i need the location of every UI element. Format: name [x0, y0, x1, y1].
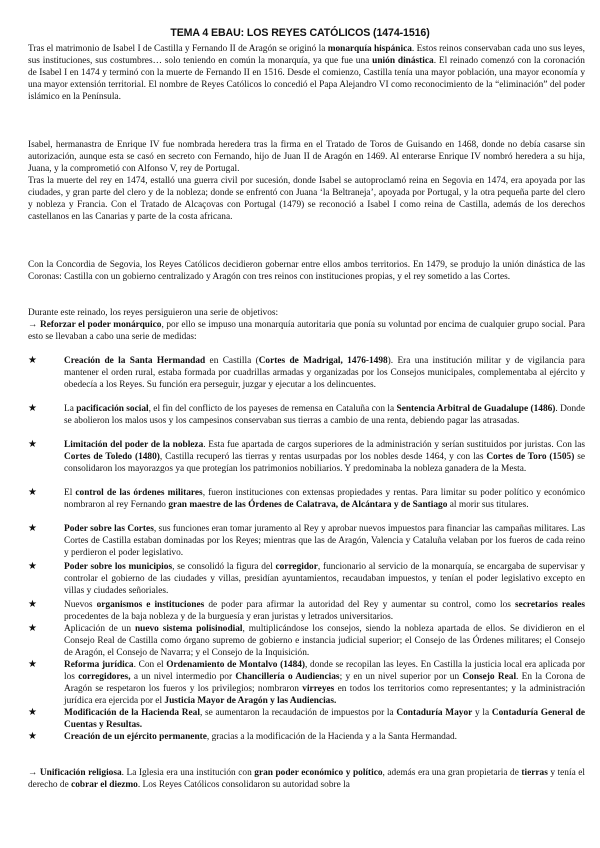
star-icon: ★ — [28, 731, 37, 742]
star-icon: ★ — [28, 623, 37, 634]
list-item: Aplicación de un nuevo sistema polisinodial, multiplicándose los consejos, siendo la nobleza apartada de ellos. Se dividieron en el Consejo Real de Castilla como órgano supremo de gobierno e instancia judicial superior; el Consejo de las Órdenes militares; el Consejo de Aragón, el Consejo de Navarra; y el Consejo de la Inquisición. — [64, 624, 585, 658]
list-item: Modificación de la Hacienda Real, se aumentaron la recaudación de impuestos por la Contaduría Mayor y la Contaduría General de Cuentas y Resultas. — [64, 708, 585, 730]
star-icon: ★ — [28, 561, 37, 572]
star-icon: ★ — [28, 707, 37, 718]
list-item: Reforma jurídica. Con el Ordenamiento de Montalvo (1484), donde se recopilan las leyes. En Castilla la justicia local era aplicada por los corregidores, a un nivel intermedio por Chancillería o Audiencias; y en un nivel superior por un Consejo Real. En la Corona de Aragón se respetaron los fueros y los privilegios; nombraron virreyes en todos los territorios como representantes; y la administración jurídica era ejercida por el Justicia Mayor de Aragón y las Audiencias. — [64, 660, 586, 706]
star-icon: ★ — [28, 403, 37, 414]
intro-paragraph: Tras el matrimonio de Isabel I de Castilla y Fernando II de Aragón se originó la monarquía hispánica. Estos reinos conservaban cada uno sus leyes, sus instituciones, sus costumbres… solo teniendo en común la monarquía, ya que fue una unión dinástica. El reinado comenzó con la coronación de Isabel I en 1474 y terminó con la muerte de Fernando II en 1516. Desde el comienzo, Castilla tenía una mayor población, una mayor economía y una mayor extensión territorial. El nombre de Reyes Católicos lo concedió el Papa Alejandro VI como reconocimiento de la “eliminación” del poder islámico en la Península. — [28, 44, 586, 102]
star-icon: ★ — [28, 599, 37, 610]
star-icon: ★ — [28, 439, 37, 450]
list-item: Limitación del poder de la nobleza. Esta fue apartada de cargos superiores de la administración y serían sustituidos por juristas. Con las Cortes de Toledo (1480), Castilla recuperó las tierras y rentas usurpadas por los nobles desde 1464, y con las Cortes de Toro (1505) se consolidaron los mayorazgos ya que protegían los patrimonios nobiliarios. Y predominaba la nobleza ganadera de la Mesta. — [64, 440, 585, 474]
religion-paragraph: → Unificación religiosa. La Iglesia era una institución con gran poder económico y político, además era una gran propietaria de tierras y tenía el derecho de cobrar el diezmo. Los Reyes Católicos consolidaron su autoridad sobre la — [28, 768, 585, 790]
list-item: Poder sobre los municipios, se consolidó la figura del corregidor, funcionario al servicio de la monarquía, se encargaba de supervisar y controlar el gobierno de las ciudades y villas, presidían ayuntamientos, recaudaban impuestos, y tenían el poder legislativo excepto en villas y ciudades señoriales. — [64, 562, 585, 596]
star-icon: ★ — [28, 659, 37, 670]
list-item: Creación de la Santa Hermandad en Castilla (Cortes de Madrigal, 1476-1498). Era una institución militar y de vigilancia para mantener el orden rural, estaba formada por cuadrillas armadas y organizadas por los Consejos municipales, complementaba al ejército y obedecía a los Reyes. Su función era perseguir, juzgar y ejecutar a los delincuentes. — [64, 356, 585, 390]
list-item: Creación de un ejército permanente, gracias a la modificación de la Hacienda y a la Santa Hermandad. — [64, 732, 457, 742]
list-item: Poder sobre las Cortes, sus funciones eran tomar juramento al Rey y aprobar nuevos impuestos para financiar las campañas militares. Las Cortes de Castilla estaban dominadas por los Reyes; mientras que las de Aragón, Valencia y Cataluña velaban por los fueros de cada reino y perdieron el poder legislativo. — [64, 524, 585, 558]
list-item: La pacificación social, el fin del conflicto de los payeses de remensa en Cataluña con la Sentencia Arbitral de Guadalupe (1486). Donde se abolieron los malos usos y los campesinos conservaban sus tierras a cambio de una renta, debiendo pagar las atrasadas. — [64, 404, 585, 426]
list-item: El control de las órdenes militares, fueron instituciones con extensas propiedades y rentas. Para limitar su poder político y económico nombraron al rey Fernando gran maestre de las Órdenes de Calatrava, de Alcántara y de Santiago al morir sus titulares. — [64, 488, 585, 510]
arrow-icon: → — [28, 768, 38, 778]
arrow-icon: → — [28, 320, 38, 330]
page-title: TEMA 4 EBAU: LOS REYES CATÓLICOS (1474-1516) — [170, 27, 430, 39]
objectives-paragraph: Durante este reinado, los reyes persiguieron una serie de objetivos: → Reforzar el poder monárquico, por ello se impuso una monarquía autoritaria que ponía su voluntad por encima de cualquier grupo social. Para esto se llevaban a cabo una serie de medidas: — [28, 308, 585, 342]
star-icon: ★ — [28, 355, 37, 366]
star-icon: ★ — [28, 487, 37, 498]
isabel-paragraph: Isabel, hermanastra de Enrique IV fue nombrada heredera tras la firma en el Tratado de Toros de Guisando en 1468, donde no debía casarse sin autorización, aunque esta se casó en secreto con Fernando, hijo de Juan II de Aragón en 1469. Al enterarse Enrique IV nombró heredera a su hija, Juana, y la comprometió con Alfonso V, rey de Portugal. Tras la muerte del rey en 1474, estalló una guerra civil por sucesión, donde Isabel se autoproclamó reina en Segovia en 1474, era apoyada por las ciudades, y gran parte del clero y de la nobleza; donde se enfrentó con Juana ‘la Beltraneja’, apoyada por Portugal, y la otra pequeña parte del clero y nobleza y Francia. Con el Tratado de Alcaçovas con Portugal (1479) se reconoció a Isabel I como reina de Castilla, además de los derechos castellanos en las Canarias y parte de la costa africana. — [28, 140, 585, 222]
star-icon: ★ — [28, 523, 37, 534]
segovia-paragraph: Con la Concordia de Segovia, los Reyes Católicos decidieron gobernar entre ellos ambos territorios. En 1479, se produjo la unión dinástica de las Coronas: Castilla con un gobierno centralizado y Aragón con tres reinos con instituciones propias, y el rey sometido a las Cortes. — [28, 260, 585, 282]
list-item: Nuevos organismos e instituciones de poder para afirmar la autoridad del Rey y aumentar su control, como los secretarios reales procedentes de la baja nobleza y de la burguesía y eran juristas y letrados universitarios. — [64, 600, 586, 622]
